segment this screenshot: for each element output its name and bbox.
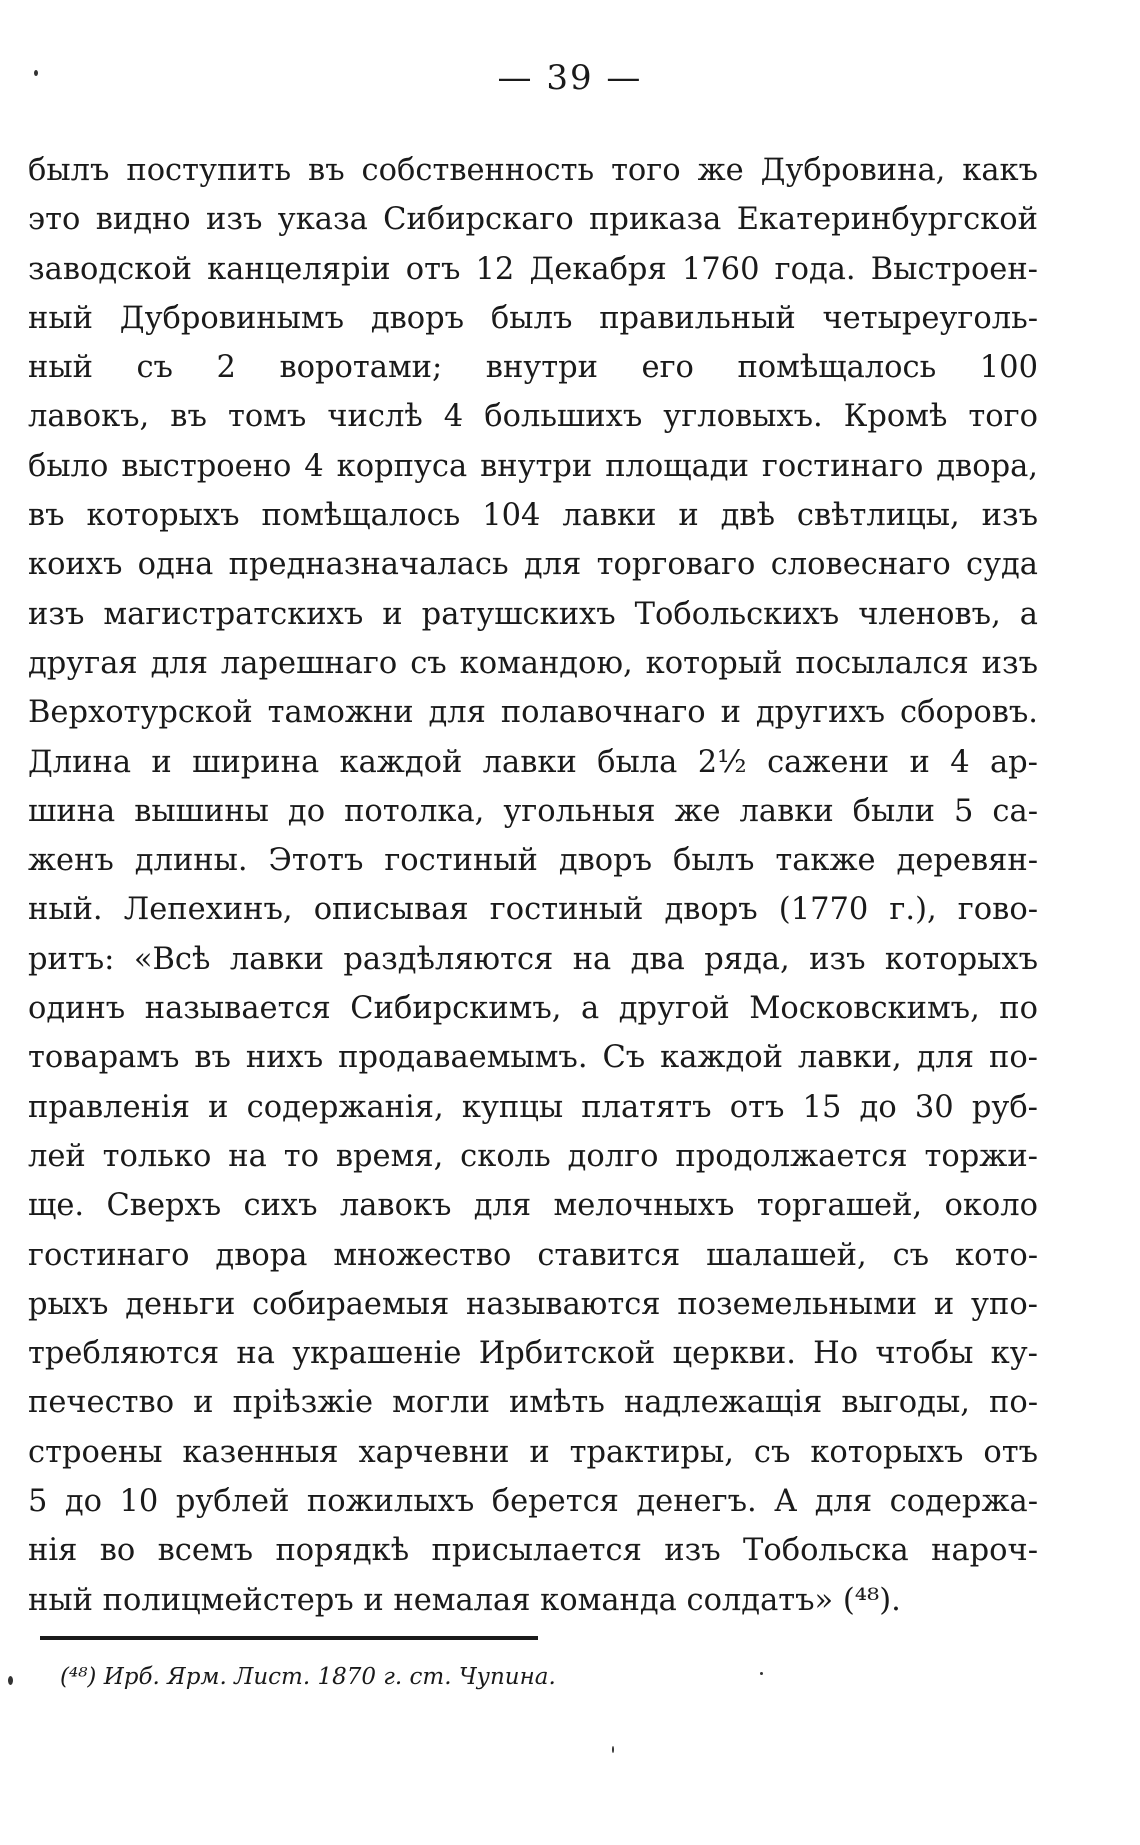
text-line: коихъ одна предназначалась для торговаго словеснаго суда (28, 547, 1038, 583)
footnote: (⁴⁸) Ирб. Ярм. Лист. 1870 г. ст. Чупина. (60, 1664, 556, 1690)
text-line: Верхотурской таможни для полавочнаго и другихъ сборовъ. (28, 695, 1038, 731)
text-line: женъ длины. Этотъ гостиный дворъ былъ также деревян- (28, 843, 1038, 879)
footnote-rule (40, 1636, 538, 1640)
text-line: ритъ: «Всѣ лавки раздѣляются на два ряда, изъ которыхъ (28, 941, 1038, 977)
text-line: Длина и ширина каждой лавки была 2½ сажени и 4 ар- (28, 744, 1038, 780)
text-line: гостинаго двора множество ставится шалашей, съ кото- (28, 1237, 1038, 1273)
text-line: ный. Лепехинъ, описывая гостиный дворъ (1770 г.), гово- (28, 892, 1038, 928)
text-line: ный съ 2 воротами; внутри его помѣщалось 100 (28, 350, 1038, 386)
text-line: правленія и содержанія, купцы платятъ отъ 15 до 30 руб- (28, 1089, 1038, 1125)
text-line: строены казенныя харчевни и трактиры, съ которыхъ отъ (28, 1434, 1038, 1470)
text-line: изъ магистратскихъ и ратушскихъ Тобольскихъ членовъ, а (28, 596, 1038, 632)
text-line: ще. Сверхъ сихъ лавокъ для мелочныхъ торгашей, около (28, 1188, 1038, 1224)
text-line: печество и пріѣзжіе могли имѣть надлежащія выгоды, по- (28, 1385, 1038, 1421)
text-line: это видно изъ указа Сибирскаго приказа Екатеринбургской (28, 202, 1038, 238)
page-number: — 39 — (497, 58, 643, 98)
body-text (28, 146, 1038, 1625)
text-line: шина вышины до потолка, угольныя же лавки были 5 са- (28, 793, 1038, 829)
text-line: рыхъ деньги собираемыя называются поземельными и упо- (28, 1286, 1038, 1322)
print-speck (8, 1676, 13, 1685)
text-line: лей только на то время, сколь долго продолжается торжи- (28, 1138, 1038, 1174)
text-line: было выстроено 4 корпуса внутри площади гостинаго двора, (28, 448, 1038, 484)
text-line: заводской канцеляріи отъ 12 Декабря 1760 года. Выстроен- (28, 251, 1038, 287)
text-line: одинъ называется Сибирскимъ, а другой Московскимъ, по (28, 991, 1038, 1027)
text-line: другая для ларешнаго съ командою, который посылался изъ (28, 645, 1038, 681)
print-speck (612, 1746, 614, 1753)
text-line: былъ поступить въ собственность того же Дубровина, какъ (28, 153, 1038, 188)
text-line: лавокъ, въ томъ числѣ 4 большихъ угловыхъ. Кромѣ того (28, 399, 1038, 435)
text-line: ный полицмейстеръ и немалая команда солдатъ» (⁴⁸). (28, 1582, 901, 1618)
text-line: нія во всемъ порядкѣ присылается изъ Тобольска нароч- (28, 1533, 1038, 1569)
print-speck (34, 70, 38, 76)
text-line: въ которыхъ помѣщалось 104 лавки и двѣ свѣтлицы, изъ (28, 498, 1038, 534)
text-line: требляются на украшеніе Ирбитской церкви. Но чтобы ку- (28, 1336, 1038, 1372)
print-speck (760, 1672, 763, 1675)
text-line: ный Дубровинымъ дворъ былъ правильный четыреуголь- (28, 300, 1038, 336)
text-line: товарамъ въ нихъ продаваемымъ. Съ каждой лавки, для по- (28, 1040, 1038, 1076)
text-line: 5 до 10 рублей пожилыхъ берется денегъ. А для содержа- (28, 1484, 1038, 1520)
